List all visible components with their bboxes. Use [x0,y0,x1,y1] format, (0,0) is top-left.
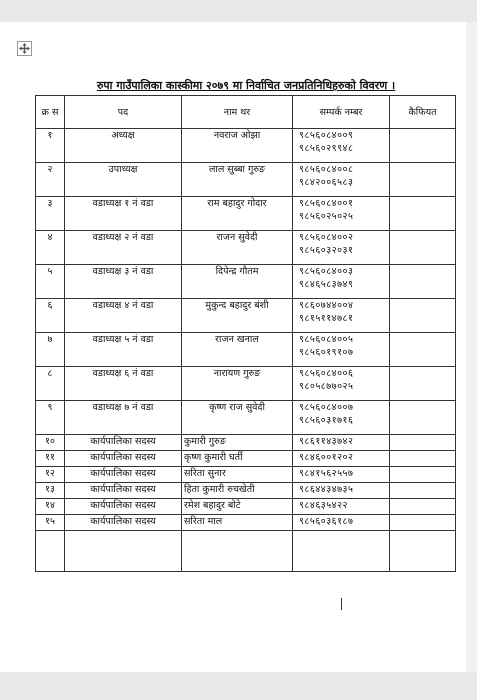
cell-serial: १ [36,129,65,163]
cell-serial: ११ [36,451,65,467]
representatives-table [35,95,456,572]
table-header-row [36,96,456,129]
cell-remarks [390,467,456,483]
cell-remarks [390,483,456,499]
cell-post: वडाध्यक्ष ७ नं वडा [65,401,182,435]
cell-contact [293,499,390,515]
cell-contact [293,333,390,367]
cell-contact [293,467,390,483]
table-row [36,435,456,451]
cell-post: वडाध्यक्ष ३ नं वडा [65,265,182,299]
cell-name: राजन खनाल [182,333,293,367]
cell-remarks [390,367,456,401]
cell-remarks [390,401,456,435]
phone-number: ९८४६३५४२२ [299,500,348,511]
table-row [36,367,456,401]
phone-number: ९८५६०८४००७ [299,402,354,413]
phone-number: ९८४६५८३७४९ [299,279,354,290]
cell-remarks [390,451,456,467]
cell-empty [390,531,456,572]
phone-number: ९८५६०८४००५ [299,334,354,345]
phone-number: ९८५६०१९१०७ [299,347,354,358]
phone-number: ९८५६०२९९४८ [299,143,354,154]
cell-contact [293,515,390,531]
phone-number: ९८५६०३२०३१ [299,245,354,256]
cell-contact [293,401,390,435]
cell-remarks [390,515,456,531]
phone-number: ९८४२००६५८३ [299,177,354,188]
cell-post: कार्यपालिका सदस्य [65,515,182,531]
header-name: नाम थर [182,96,293,129]
table-row [36,499,456,515]
cell-post: वडाध्यक्ष ४ नं वडा [65,299,182,333]
cell-serial: १५ [36,515,65,531]
cell-empty [182,531,293,572]
table-row [36,299,456,333]
cell-remarks [390,265,456,299]
cell-post: अध्यक्ष [65,129,182,163]
header-serial: क्र स [36,96,65,129]
cell-post: कार्यपालिका सदस्य [65,499,182,515]
cell-name: कृष्ण कुमारी घर्ती [182,451,293,467]
cell-post: कार्यपालिका सदस्य [65,435,182,451]
vertical-scrollbar[interactable] [466,22,477,672]
cell-remarks [390,231,456,265]
phone-number: ९८४६००१२०२ [299,452,354,463]
cell-remarks [390,129,456,163]
phone-number: ९८५६०८४००१ [299,198,354,209]
cell-contact [293,265,390,299]
table-row [36,163,456,197]
phone-number: ९८६११४३७४२ [299,436,354,447]
cell-contact [293,231,390,265]
table-row [36,483,456,499]
cell-serial: ७ [36,333,65,367]
cell-serial: ४ [36,231,65,265]
phone-number: ९८०५८७७०२५ [299,381,354,392]
cell-contact [293,299,390,333]
table-row [36,265,456,299]
cell-contact [293,163,390,197]
cell-name: सरिता सुनार [182,467,293,483]
cell-remarks [390,333,456,367]
phone-number: ९८५६०२५०२५ [299,211,354,222]
cell-post: वडाध्यक्ष १ नं वडा [65,197,182,231]
cell-serial: २ [36,163,65,197]
cell-remarks [390,197,456,231]
cell-post: कार्यपालिका सदस्य [65,483,182,499]
cell-name: नवराज ओझा [182,129,293,163]
cell-contact [293,197,390,231]
cell-post: वडाध्यक्ष २ नं वडा [65,231,182,265]
cell-serial: ३ [36,197,65,231]
cell-contact [293,483,390,499]
cell-serial: १० [36,435,65,451]
phone-number: ९८५६०३१७१६ [299,415,354,426]
cell-name: लाल सुब्बा गुरुङ [182,163,293,197]
phone-number: ९८५६०८४००८ [299,164,354,175]
cell-serial: ९ [36,401,65,435]
phone-number: ९८५६०८४००९ [299,130,354,141]
table-row [36,197,456,231]
cell-post: वडाध्यक्ष ६ नं वडा [65,367,182,401]
bottom-status-area [0,672,477,700]
cell-empty [293,531,390,572]
cell-name: कृष्ण राज सुवेदी [182,401,293,435]
cell-name: कुमारी गुरुङ [182,435,293,451]
table-row [36,231,456,265]
table-body [36,129,456,572]
phone-number: ९८५६०३६१८७ [299,516,354,527]
cell-contact [293,435,390,451]
table-row [36,401,456,435]
header-contact: सम्पर्क नम्बर [293,96,390,129]
cell-name: हिता कुमारी रुचखेती [182,483,293,499]
cell-post: वडाध्यक्ष ५ नं वडा [65,333,182,367]
phone-number: ९८५६०८४००६ [299,368,354,379]
cell-name: राम बहादुर गोदार [182,197,293,231]
text-cursor [341,598,342,610]
phone-number: ९८५६०८४००२ [299,232,354,243]
table-row [36,333,456,367]
table-move-handle-icon[interactable] [17,41,32,56]
cell-post: उपाध्यक्ष [65,163,182,197]
cell-empty [65,531,182,572]
table-row [36,467,456,483]
table-row-empty [36,531,456,572]
cell-post: कार्यपालिका सदस्य [65,467,182,483]
cell-contact [293,367,390,401]
cell-remarks [390,435,456,451]
cell-contact [293,451,390,467]
cell-name: रमेश बहादुर बोटे [182,499,293,515]
cell-name: नारायण गुरुङ [182,367,293,401]
cell-remarks [390,499,456,515]
header-remarks: कैफियत [390,96,456,129]
phone-number: ९८४१५६२५५७ [299,468,354,479]
table-row [36,515,456,531]
header-post: पद [65,96,182,129]
table-row [36,129,456,163]
table-row [36,451,456,467]
phone-number: ९८६४४३४७३५ [299,484,354,495]
phone-number: ९८१५११४७८१ [299,313,354,324]
top-toolbar-area [0,0,477,22]
document-title: रुपा गाउँपालिका कास्कीमा २०७९ मा निर्वाचित जनप्रतिनिधिहरुको विवरण । [96,79,396,92]
cell-contact [293,129,390,163]
phone-number: ९८५६०८४००३ [299,266,354,277]
cell-name: राजन सुवेदी [182,231,293,265]
cell-serial: ५ [36,265,65,299]
cell-empty [36,531,65,572]
cell-name: मुकुन्द बहादुर बंशी [182,299,293,333]
cell-serial: १४ [36,499,65,515]
cell-remarks [390,299,456,333]
phone-number: ९८६०७४४००४ [299,300,354,311]
cell-remarks [390,163,456,197]
cell-name: दिपेन्द्र गौतम [182,265,293,299]
cell-name: सरिता माल [182,515,293,531]
cell-post: कार्यपालिका सदस्य [65,451,182,467]
cell-serial: १३ [36,483,65,499]
cell-serial: ८ [36,367,65,401]
cell-serial: १२ [36,467,65,483]
cell-serial: ६ [36,299,65,333]
